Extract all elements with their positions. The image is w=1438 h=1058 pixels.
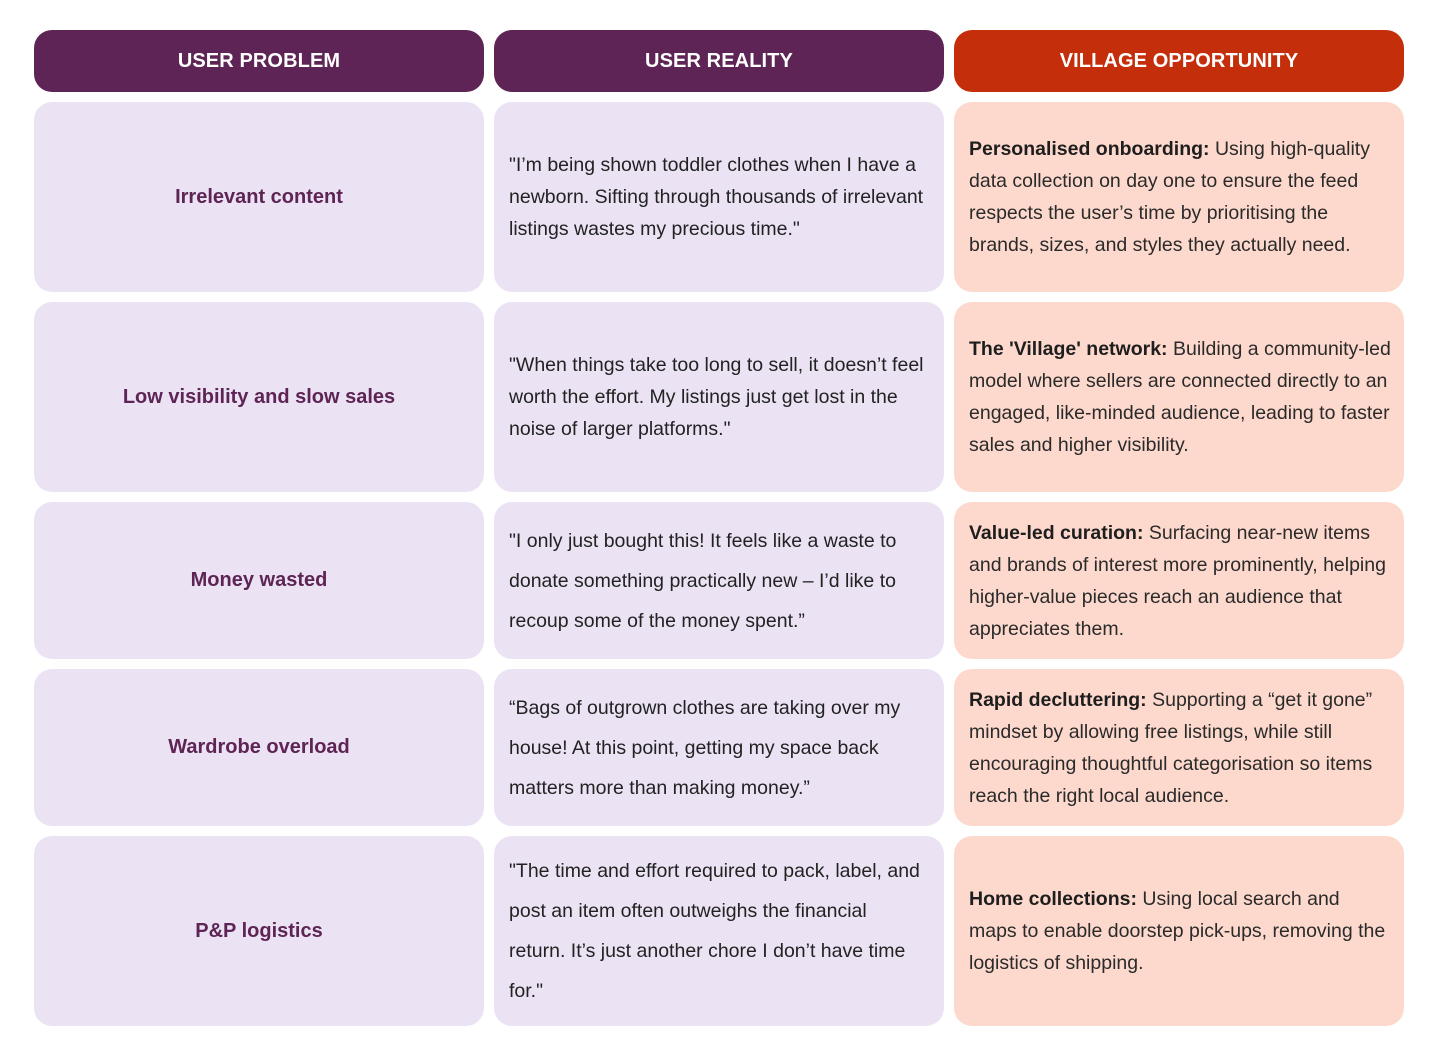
opportunity-title: Home collections: <box>969 888 1137 910</box>
opportunity-cell <box>954 669 1404 826</box>
problem-opportunity-table <box>34 30 1404 1026</box>
opportunity-text <box>969 517 1392 645</box>
opportunity-cell <box>954 302 1404 492</box>
reality-cell <box>494 502 944 659</box>
opportunity-text <box>969 133 1392 261</box>
opportunity-description: Using high-quality data collection on day one to ensure the feed respects the user’s time by prioritising the brands, sizes, and styles they actually need. <box>969 138 1370 256</box>
opportunity-cell <box>954 102 1404 292</box>
reality-quote: "I only just bought this! It feels like a waste to donate something practically new – I’d like to recoup some of the money spent.” <box>509 529 897 632</box>
opportunity-cell <box>954 836 1404 1026</box>
opportunity-title: The 'Village' network: <box>969 338 1168 360</box>
opportunity-cell <box>954 502 1404 659</box>
problem-cell: Wardrobe overload <box>34 669 484 826</box>
opportunity-text <box>969 684 1392 812</box>
opportunity-text <box>969 883 1392 979</box>
reality-quote: "I’m being shown toddler clothes when I have a newborn. Sifting through thousands of irrelevant listings wastes my precious time." <box>509 154 924 240</box>
opportunity-title: Rapid decluttering: <box>969 688 1147 711</box>
opportunity-description: Supporting a “get it gone” mindset by allowing free listings, while still encouraging thoughtful categorisation so items reach the right local audience. <box>969 688 1373 807</box>
opportunity-title: Value-led curation: <box>969 521 1144 544</box>
reality-cell <box>494 836 944 1026</box>
header-user-reality: USER REALITY <box>494 30 944 92</box>
opportunity-title: Personalised onboarding: <box>969 138 1210 160</box>
problem-cell: Low visibility and slow sales <box>34 302 484 492</box>
reality-cell <box>494 669 944 826</box>
problem-cell: Irrelevant content <box>34 102 484 292</box>
header-user-problem: USER PROBLEM <box>34 30 484 92</box>
opportunity-text <box>969 333 1392 461</box>
reality-quote: "The time and effort required to pack, label, and post an item often outweighs the financial return. It’s just another chore I don’t have time for." <box>509 860 920 1002</box>
reality-quote: "When things take too long to sell, it doesn’t feel worth the effort. My listings just get lost in the noise of larger platforms." <box>509 354 924 440</box>
reality-cell <box>494 102 944 292</box>
opportunity-description: Surfacing near-new items and brands of interest more prominently, helping higher-value pieces reach an audience that appreciates them. <box>969 521 1386 640</box>
header-village-opportunity: VILLAGE OPPORTUNITY <box>954 30 1404 92</box>
problem-cell: P&P logistics <box>34 836 484 1026</box>
problem-cell: Money wasted <box>34 502 484 659</box>
reality-cell <box>494 302 944 492</box>
reality-quote: “Bags of outgrown clothes are taking over my house! At this point, getting my space back matters more than making money.” <box>509 696 901 799</box>
opportunity-description: Using local search and maps to enable doorstep pick-ups, removing the logistics of shipping. <box>969 888 1386 974</box>
opportunity-description: Building a community-led model where sellers are connected directly to an engaged, like-minded audience, leading to faster sales and higher visibility. <box>969 338 1391 456</box>
